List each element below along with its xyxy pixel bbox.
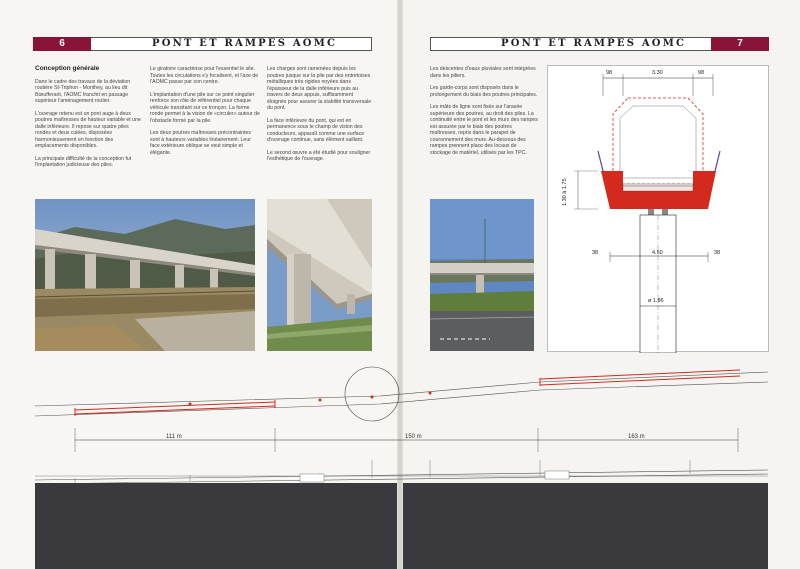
dim-label-pier: ø 1.86 (648, 298, 664, 304)
plan-elevation-drawing (0, 360, 800, 569)
viaduct-photo (35, 199, 255, 351)
pier-photo (267, 199, 372, 351)
paragraph: Les mâts de ligne sont fixés sur l'arasée supérieure des poutres, au droit des piles. La continuité entre le pont et les murs des rampes est assurée par le biais des poutres maîtresses, repris dans le parapet de couronnement des murs. Au-dessous des rampes prennent place des locaux de stockage de matériel, utilisés par les TPC. (430, 104, 538, 156)
paragraph: Les charges sont ramenées depuis les poutres jusque sur la pile par des entretoises métalliques très rigides noyées dans l'épaisseur de la dalle inférieure puis au travers de deux appuis, suffisamment éloignés pour assurer la stabilité transversale du pont. (267, 66, 372, 111)
span-label: 163 m (628, 434, 645, 440)
paragraph: Les deux poutres maîtresses précontraintes sont à hauteurs variables linéairement. Leur face extérieure oblique se veut simple et élégante. (150, 130, 251, 156)
right-page-header (430, 37, 769, 51)
dim-label: 4.50 (652, 250, 663, 256)
dim-label: 98 (698, 70, 705, 76)
cross-section-drawing (547, 65, 769, 352)
span-label: 150 m (405, 434, 422, 440)
text-column-3 (267, 66, 373, 169)
paragraph: Le giratoire caractérise pour l'essentiel le site. Toutes les circulations s'y focalisent, et l'axe de l'AOMC passe par son centre. (150, 66, 259, 85)
text-column-right (430, 66, 538, 162)
paragraph: Dans le cadre des travaux de la déviation routière St-Triphon - Monthey, au lieu dit Bœufferant, l'AOMC franchit en passage supérieur l'aménagement routier. (35, 78, 131, 104)
dim-label: 38 (592, 250, 599, 256)
right-page-title: PONT ET RAMPES AOMC (501, 38, 687, 49)
paragraph: L'ouvrage retenu est un pont auge à deux poutres maîtresses de hauteur variable et une dalle inférieure. Il repose sur quatre piles rondes et deux culées, disposées harmonieusement en fonction des emplacements disponibles. (35, 110, 141, 149)
paragraph: Les descentes d'eaux pluviales sont intégrées dans les piliers. (430, 66, 536, 79)
dim-label: 3.30 (652, 70, 663, 76)
left-page-title: PONT ET RAMPES AOMC (152, 38, 338, 49)
left-page-number: 6 (33, 37, 91, 51)
text-column-1 (35, 66, 145, 175)
paragraph: La face inférieure du pont, qui est en permanence sous le champ de vision des conducteurs, apparaît comme une surface d'ouvrage continue, sans élément saillant. (267, 117, 365, 143)
paragraph: Les garde-corps sont disposés dans le prolongement du biais des poutres principales. (430, 85, 538, 98)
paragraph: L'implantation d'une pile sur ce point singulier renforce son rôle de référentiel pour chaque véhicule transitant sur ce tronçon. La forme ronde permet à la vision de «circuler» autour de l'obstacle formé par la pile. (150, 91, 260, 124)
roundabout-photo (430, 199, 534, 351)
text-column-2 (150, 66, 260, 162)
left-page-header (33, 37, 372, 51)
section-heading: Conception générale (35, 65, 100, 72)
span-label: 111 m (166, 434, 182, 440)
paragraph: La principale difficulté de la conception fut l'implantation judicieuse des piles. (35, 155, 132, 168)
dim-label: 38 (714, 250, 721, 256)
dim-label-vertical: 1.30 à 1.75 (562, 178, 568, 206)
dim-label: 98 (606, 70, 613, 76)
paragraph: Le second œuvre a été étudié pour souligner l'esthétique de l'ouvrage. (267, 149, 371, 162)
right-page-number: 7 (711, 37, 769, 51)
